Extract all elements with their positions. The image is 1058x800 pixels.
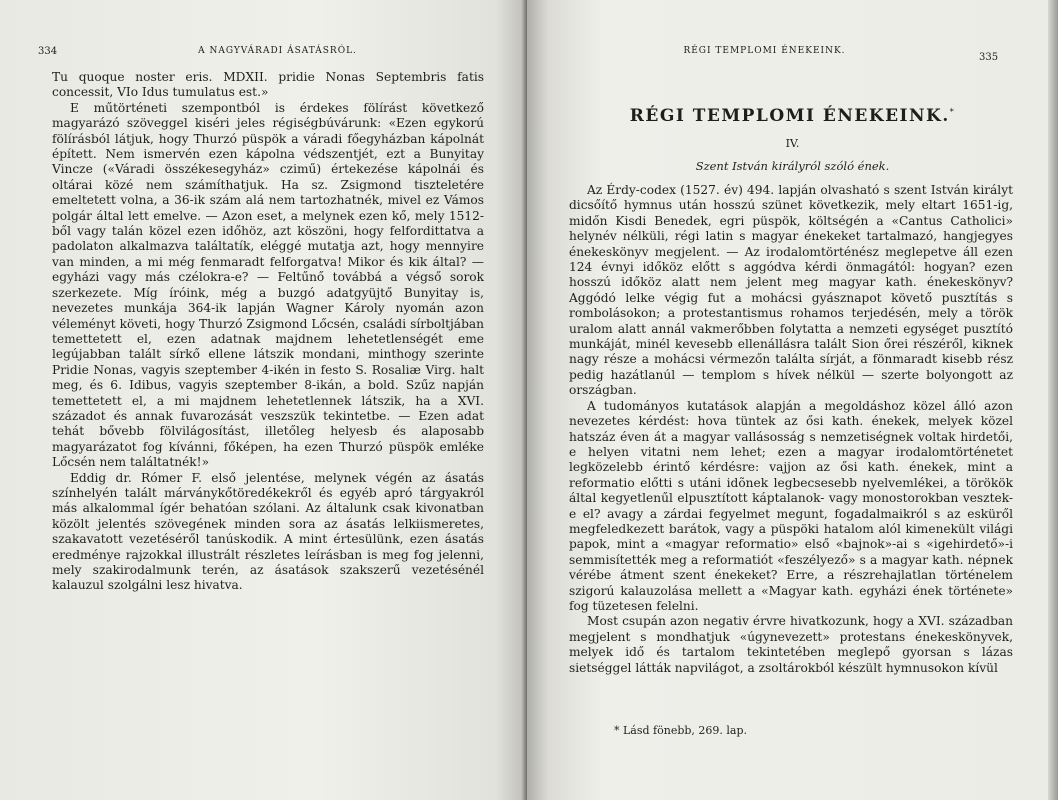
section-number: IV. [785,137,800,150]
left-body-text [52,70,484,594]
footnote-mark: * [949,107,956,117]
right-paragraph: Az Érdy-codex (1527. év) 494. lapján olvasható s szent István királyt dicsőítő hymnus után hosszú szünet következik, mely eltart 1651-ig, midőn Kisdi Benedek, egri püspök, költségén a «Cantus Catholici» helynév nélküli, régi latin s magyar énekeket tartalmazó, hangjegyes énekeskönyv megjelent. — Az irodalomtörténész meglepetve áll ezen 124 évnyi időköz előtt s aggódva kérdi önmagától: hogyan? ezen hosszú időköz alatt nem jelent meg magyar kath. énekeskönyv? Aggódó lelke végig fut a mohácsi gyásznapot követő pusztítás s rombolásokon; a protestantismus rohamos terjedésén, mely a török uralom alatt annál vakmerőbben folytatta a nemzeti egységet pusztító munkáját, minél kevesebb ellenállásra talált Sion őrei részéről, kiknek nagy része a mohácsi vérmezőn találta sírját, a fönmaradt kisebb rész pedig hazátlanúl — templom s hívek nélkül — szerte bolyongott az országban. [569,183,1013,398]
page-edge [1048,0,1058,800]
left-paragraph: Tu quoque noster eris. MDXII. pridie Nonas Septembris fatis concessit, VIo Idus tumulatus est.» [52,70,484,100]
section-subtitle: Szent István királyról szóló ének. [695,159,890,173]
right-paragraph: Most csupán azon negativ érvre hivatkozunk, hogy a XVI. században megjelent s mondhatjuk «úgynevezett» protestans énekeskönyvek, melyek idő és tartalom tekintetében meglepő gyorsan s lázas sietséggel látták napvilágot, a zsoltárokból készült hymnusokon kívül [569,614,1013,675]
left-paragraph: Eddig dr. Rómer F. első jelentése, melynek végén az ásatás színhelyén talált márványkőtöredékekről és egyéb apró tárgyakról más alkalommal ígér behatóan szólani. Az általunk csak kivonatban közölt jelentés szövegének minden sora az ásatás lelkiismeretes, szakavatott vezetéséről tanúskodik. A mint értesülünk, ezen ásatás eredménye rajzokkal illustrált részletes leírásban is meg fog jelenni, mely szakirodalmunk terén, az ásatások szakszerű vezetésénél kalauzul szolgálni lesz hivatva. [52,470,484,593]
right-page-number: 335 [979,52,999,63]
left-page [0,0,527,800]
right-page [527,0,1058,800]
right-running-head: RÉGI TEMPLOMI ÉNEKEINK. [683,46,846,56]
left-running-head: A NAGYVÁRADI ÁSATÁSRÓL. [198,46,357,56]
right-paragraph: A tudományos kutatások alapján a megoldáshoz közel álló azon nevezetes kérdést: hova tüntek az ősi kath. énekek, melyek közel hatszáz éven át a magyar vallásosság s nemzetiségnek voltak hirdetői, e helyen vitatni nem lehet; ezen a magyar irodalomtörténetet legközelebb érintő kérdésre: vajjon az ősi kath. énekek, mint a reformatio előtti s utáni idõnek legbecsesebb nyelvemlékei, a törökök által kegyetlenűl elpusztított káptalanok- vagy monostorokban vesztek-e el? avagy a zárdai fegyelmet megunt, fogadalmaikról s az esküről megfeledkezett barátok, vagy a püspöki hatalom alól kimenekült világi papok, mint a «magyar reformatio» első «bajnok»-ai s «igehirdető»-i semmisítették meg a reformatiót «feszélyező» s a magyar kath. népnek vérébe átment szent énekeket? Erre, a részrehajlatlan történelem szigorú kalauzolása mellett a «Magyar kath. egyházi ének története» fog tüzetesen felelni. [569,398,1013,613]
left-page-number: 334 [38,46,58,57]
chapter-title: RÉGI TEMPLOMI ÉNEKEINK.* [629,106,956,126]
left-paragraph: E műtörténeti szempontból is érdekes fölírást következő magyarázó szöveggel kiséri jeles régiségbúvárunk: «Ezen egykorú fölírásból látjuk, hogy Thurzó püspök a váradi főegyházban kápolnát épített. Nem ismervén ezen kápolna védszentjét, ezt a Bunyitay Vincze («Váradi összékesegyház» czimű) értekezése kápolnái és oltárai közé nem számíthatjuk. Ha sz. Zsigmond tiszteletére emeltetett volna, a 36-ik szám alá nem tartozhatnék, mivel ez Vámos polgár által lett emelve. — Azon eset, a melynek ezen kő, mely 1512-ből vagy talán közel ezen időhöz, azt köszöni, hogy felfordittatva a padolaton alkalmazva találtatík, eléggé mutatja azt, hogy mennyire van minden, a mi még fenmaradt felforgatva! Mikor és kik által? — egyházi vagy más czélokra-e? — Feltűnő továbbá a végső sorok szerkezete. Míg íróink, még a buzgó adatgyüjtő Bunyitay is, nevezetes munkája 364-ik lapján Wagner Károly nyomán azon véleményt követi, hogy Thurzó Zsigmond Lőcsén, családi sírboltjában temettetett el, ezen adatnak majdnem lehetetlenségét eme legújabban talált sírkő ellene látszik mondani, minthogy szerinte Pridie Nonas, vagyis szeptember 4-ikén in festo S. Rosaliæ Virg. halt meg, és 6. Idibus, vagyis szeptember 8-ikán, a bold. Szűz napján temettetett el, a mi majdnem lehetetlennek látszik, ha a XVI. századot és annak fuvarozását veszszük tekintetbe. — Ezen adat tehát bővebb fölvilágosítást, illetőleg helyesb és alaposabb magyarázatot fog kívánni, főképen, ha ezen Thurzó püspök emléke Lőcsén nem találtatnék!» [52,100,484,470]
right-body-text [569,183,1013,676]
footnote: * Lásd fönebb, 269. lap. [614,724,748,737]
